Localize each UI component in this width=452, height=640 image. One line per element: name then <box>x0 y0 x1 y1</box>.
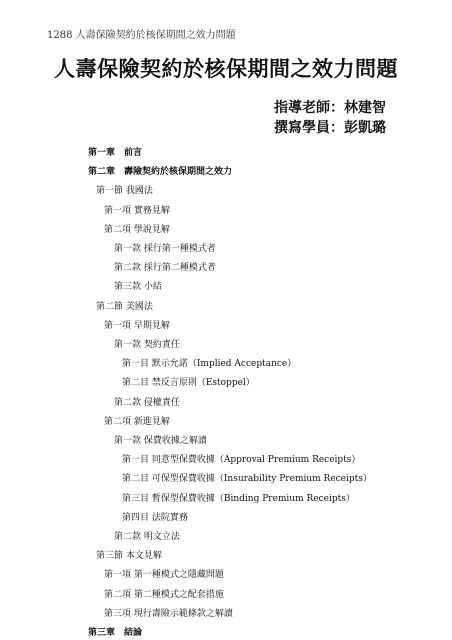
toc-entry: 第一項 早期見解 <box>104 321 170 331</box>
toc-entry: 第二目 禁反言原則（Estoppel） <box>122 378 255 388</box>
toc-entry: 第二項 學說見解 <box>104 225 170 235</box>
toc-entry: 第一目 默示允諾（Implied Acceptance） <box>122 359 297 369</box>
toc-entry: 第三節 本文見解 <box>96 551 162 561</box>
advisor-line: 指導老師：林建智 <box>274 100 386 116</box>
toc-entry: 第二章 壽險契約於核保期間之效力 <box>88 167 233 177</box>
toc-entry: 第三目 暫保型保費收據（Binding Premium Receipts） <box>122 494 355 504</box>
page-title: 人壽保險契約於核保期間之效力問題 <box>54 56 398 81</box>
toc-entry: 第一章 前言 <box>88 148 143 158</box>
toc-entry: 第一款 採行第一種模式者 <box>114 244 216 254</box>
toc-entry: 第二項 新進見解 <box>104 417 170 427</box>
toc-entry: 第三項 現行壽險示範條款之解讀 <box>104 609 233 619</box>
toc-entry: 第二目 可保型保費收據（Insurability Premium Receipts） <box>122 474 372 484</box>
toc-entry: 第三款 小結 <box>114 282 162 292</box>
toc-entry: 第一款 契約責任 <box>114 340 180 350</box>
toc-entry: 第一款 保費收據之解讀 <box>114 436 207 446</box>
running-head: 1288 人壽保險契約於核保期間之效力問題 <box>47 30 236 41</box>
toc-entry: 第二項 第二種模式之配套措施 <box>104 590 224 600</box>
toc-entry: 第二款 侵權責任 <box>114 398 180 408</box>
toc-entry: 第四目 法院實務 <box>122 513 188 523</box>
student-line: 撰寫學員：彭凱璐 <box>274 120 386 136</box>
toc-entry: 第一目 同意型保費收據（Approval Premium Receipts） <box>122 455 361 465</box>
toc-entry: 第一項 第一種模式之隱藏問題 <box>104 570 224 580</box>
toc-entry: 第二款 採行第二種模式者 <box>114 263 216 273</box>
toc-entry: 第一項 實務見解 <box>104 206 170 216</box>
toc-entry: 第二節 美國法 <box>96 302 153 312</box>
toc-entry: 第三章 結論 <box>88 628 143 638</box>
toc-entry: 第二款 明文立法 <box>114 532 180 542</box>
toc-entry: 第一節 我國法 <box>96 186 153 196</box>
